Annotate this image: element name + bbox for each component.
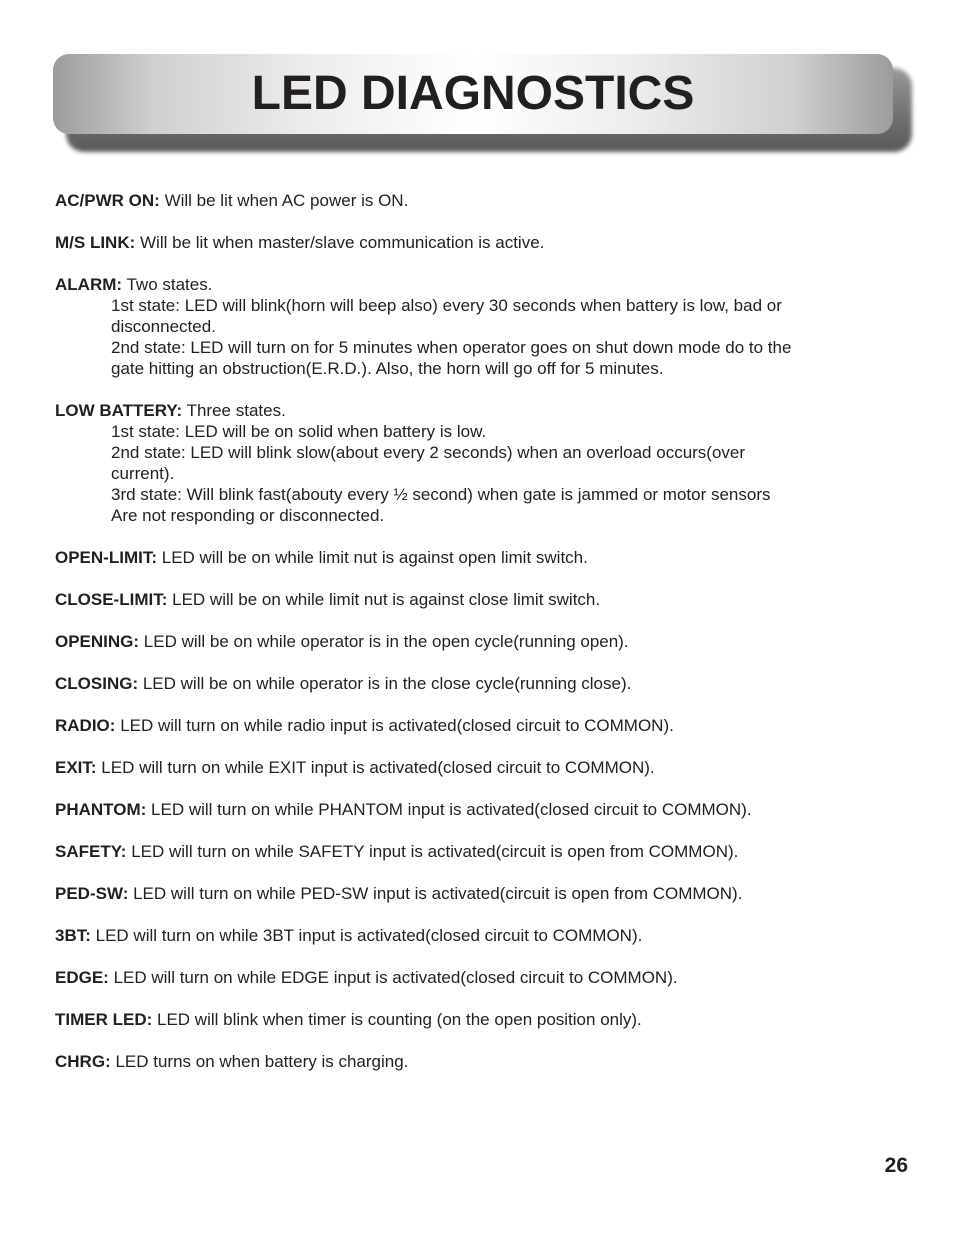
led-entry [55,547,885,568]
led-entry [55,589,885,610]
led-entry-label: ALARM: [55,275,123,294]
led-entry-text: LED will turn on while PHANTOM input is activated(closed circuit to COMMON). [151,800,752,819]
led-entry-text: Two states. [126,275,213,294]
led-entry-label: AC/PWR ON: [55,191,160,210]
led-entry-subline: 1st state: LED will blink(horn will beep also) every 30 seconds when battery is low, bad or [111,296,782,315]
led-entry-text: LED will blink when timer is counting (on the open position only). [157,1010,642,1029]
led-entry-line [55,589,885,610]
led-entry-text: LED will be on while operator is in the close cycle(running close). [142,674,632,693]
led-entry [55,1009,885,1030]
led-entry [55,715,885,736]
led-entry-text: LED will be on while operator is in the open cycle(running open). [143,632,629,651]
led-entry-label: RADIO: [55,716,116,735]
led-entry-line [55,799,885,820]
led-entry [55,631,885,652]
led-entry-label: SAFETY: [55,842,127,861]
led-entry-label: M/S LINK: [55,233,136,252]
led-entry [55,967,885,988]
led-entry-line [55,190,885,211]
led-entry-subline: Are not responding or disconnected. [111,506,385,525]
led-entry-subline: disconnected. [111,317,216,336]
led-entry [55,883,885,904]
led-entry [55,1051,885,1072]
led-entry-label: EDGE: [55,968,109,987]
led-entry-label: PHANTOM: [55,800,147,819]
led-entry-label: 3BT: [55,926,91,945]
led-entry-line [55,715,885,736]
led-entry-line [55,547,885,568]
title-banner [53,54,893,134]
led-entry-line [55,1051,885,1072]
led-entry-label: CHRG: [55,1052,111,1071]
led-entry-label: CLOSE-LIMIT: [55,590,168,609]
led-entry-text: Three states. [186,401,286,420]
led-entry-text: LED will be on while limit nut is against close limit switch. [172,590,601,609]
page-title: LED DIAGNOSTICS [251,67,695,120]
led-entry-subline: 2nd state: LED will blink slow(about every 2 seconds) when an overload occurs(over [111,443,746,462]
led-entry-label: OPENING: [55,632,140,651]
led-entry-text: Will be lit when master/slave communication is active. [140,233,545,252]
led-entry [55,673,885,694]
led-entry-text: LED turns on when battery is charging. [115,1052,409,1071]
led-entry-text: LED will turn on while EDGE input is activated(closed circuit to COMMON). [113,968,678,987]
led-entry [55,232,885,253]
led-entry-line [55,400,885,421]
led-entry-subline: gate hitting an obstruction(E.R.D.). Also, the horn will go off for 5 minutes. [111,359,664,378]
led-entry-line [55,841,885,862]
led-entry-text: LED will be on while limit nut is against open limit switch. [161,548,588,567]
led-entry [55,841,885,862]
led-entry [55,925,885,946]
led-entry-subline: 1st state: LED will be on solid when battery is low. [111,422,487,441]
led-entry-line [55,232,885,253]
led-entry-line [55,1009,885,1030]
led-entry-line [55,274,885,295]
led-entry-line [55,631,885,652]
led-entry-text: Will be lit when AC power is ON. [164,191,409,210]
led-entry-label: OPEN-LIMIT: [55,548,157,567]
led-entry-subline: 2nd state: LED will turn on for 5 minutes when operator goes on shut down mode do to the [111,338,792,357]
led-entry-label: PED-SW: [55,884,129,903]
led-entry [55,274,885,379]
led-entry-line [55,883,885,904]
led-entry-subline: current). [111,464,175,483]
led-entry [55,757,885,778]
led-entry-line [55,967,885,988]
led-entry-line [55,925,885,946]
led-entry-text: LED will turn on while PED-SW input is activated(circuit is open from COMMON). [133,884,743,903]
led-entry-text: LED will turn on while SAFETY input is activated(circuit is open from COMMON). [131,842,739,861]
led-entry-label: TIMER LED: [55,1010,153,1029]
page-number: 26 [884,1154,908,1177]
led-descriptions [55,190,885,1093]
led-entry-label: EXIT: [55,758,97,777]
led-entry [55,400,885,526]
led-entry-line [55,673,885,694]
led-entry-line [55,757,885,778]
led-entry-text: LED will turn on while EXIT input is activated(closed circuit to COMMON). [101,758,655,777]
led-entry-label: CLOSING: [55,674,139,693]
led-entry-label: LOW BATTERY: [55,401,183,420]
led-entry [55,799,885,820]
led-entry-subline: 3rd state: Will blink fast(abouty every ½ second) when gate is jammed or motor sensors [111,485,771,504]
led-entry-text: LED will turn on while 3BT input is activated(closed circuit to COMMON). [95,926,643,945]
led-entry [55,190,885,211]
led-entry-text: LED will turn on while radio input is activated(closed circuit to COMMON). [120,716,674,735]
